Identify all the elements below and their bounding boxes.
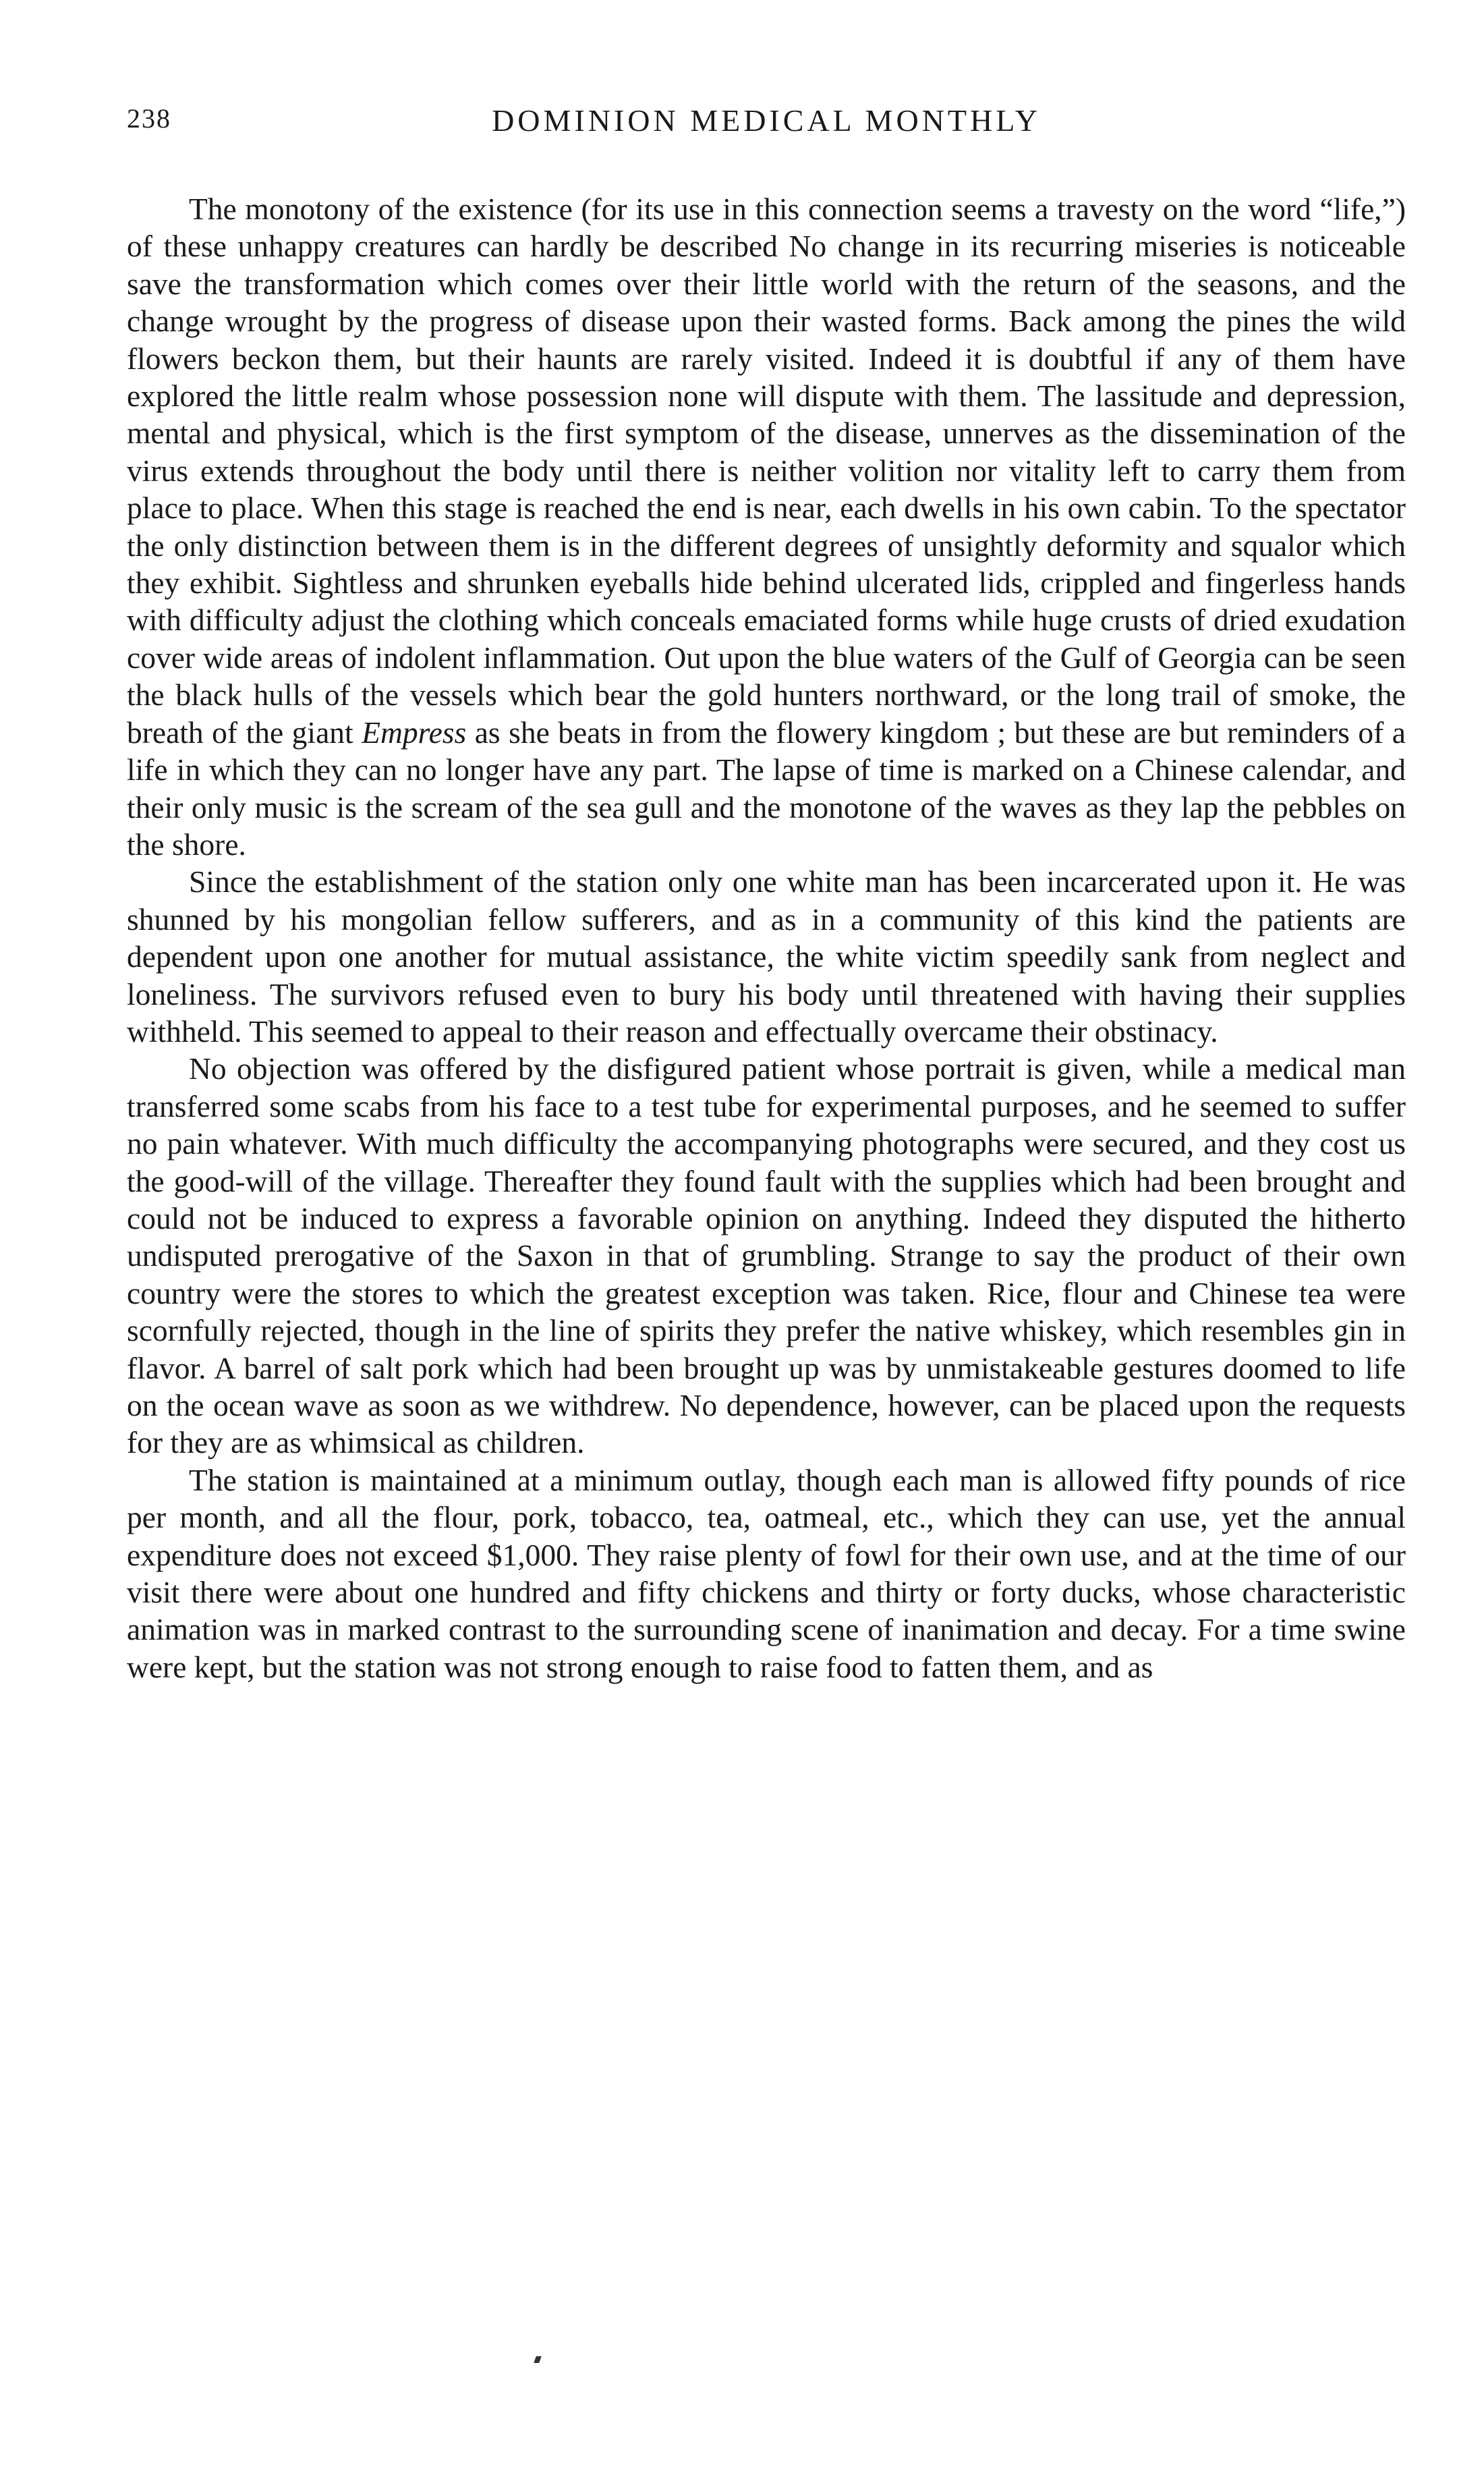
ink-speck	[534, 2356, 542, 2363]
paragraph: Since the establishment of the station only one white man has been incarcerated upon it. He was shunned by his mongolian fellow sufferers, and as in a community of this kind the patients are dependent upon one another for mutual assistance, the white victim speedily sank from neglect and loneliness. The survivors refused even to bury his body until threatened with having their supplies withheld. This seemed to appeal to their reason and effectually overcame their obstinacy.	[127, 864, 1406, 1049]
body-text	[127, 190, 1406, 1686]
running-title: DOMINION MEDICAL MONTHLY	[492, 103, 1041, 138]
ship-name-italic: Empress	[362, 715, 467, 750]
page-number: 238	[127, 103, 171, 134]
paragraph: The station is maintained at a minimum outlay, though each man is allowed fifty pounds of rice per month, and all the flour, pork, tobacco, tea, oatmeal, etc., which they can use, yet the annual expenditure does not exceed $1,000. They raise plenty of fowl for their own use, and at the time of our visit there were about one hundred and fifty chickens and thirty or forty ducks, whose characteristic animation was in marked contrast to the surrounding scene of inanimation and decay. For a time swine were kept, but the station was not strong enough to raise food to fatten them, and as	[127, 1462, 1406, 1684]
page-header	[127, 103, 1406, 146]
paragraph: The monotony of the existence (for its use in this connection seems a travesty on the word “life,”) of these unhappy creatures can hardly be described No change in its recurring miseries is noticeable save the transformation which comes over their little world with the return of the seasons, and the change wrought by the progress of disease upon their wasted forms. Back among the pines the wild flowers beckon them, but their haunts are rarely visited. Indeed it is doubtful if any of them have explored the little realm whose possession none will dispute with them. The lassitude and depression, mental and physical, which is the first symptom of the disease, unnerves as the dissemination of the virus extends throughout the body until there is neither volition nor vitality left to carry them from place to place. When this stage is reached the end is near, each dwells in his own cabin. To the spectator the only distinction between them is in the different degrees of unsightly deformity and squalor which they exhibit. Sightless and shrunken eyeballs hide behind ulcerated lids, crippled and fingerless hands with difficulty adjust the clothing which conceals emaciated forms while huge crusts of dried exudation cover wide areas of indolent inflammation. Out upon the blue waters of the Gulf of Georgia can be seen the black hulls of the vessels which bear the gold hunters northward, or the long trail of smoke, the breath of the giant Empress as she beats in from the flowery kingdom ; but these are but reminders of a life in which they can no longer have any part. The lapse of time is marked on a Chinese calendar, and their only music is the scream of the sea gull and the monotone of the waves as they lap the pebbles on the shore.	[127, 192, 1406, 862]
paragraph: No objection was offered by the disfigured patient whose portrait is given, while a medical man transferred some scabs from his face to a test tube for experimental purposes, and he seemed to suffer no pain whatever. With much difficulty the accompanying photographs were secured, and they cost us the good-will of the village. Thereafter they found fault with the supplies which had been brought and could not be induced to express a favorable opinion on anything. Indeed they disputed the hitherto undisputed prerogative of the Saxon in that of grumbling. Strange to say the product of their own country were the stores to which the greatest exception was taken. Rice, flour and Chinese tea were scornfully rejected, though in the line of spirits they prefer the native whiskey, which resembles gin in flavor. A barrel of salt pork which had been brought up was by unmistakeable gestures doomed to life on the ocean wave as soon as we withdrew. No dependence, however, can be placed upon the requests for they are as whimsical as children.	[127, 1051, 1406, 1460]
